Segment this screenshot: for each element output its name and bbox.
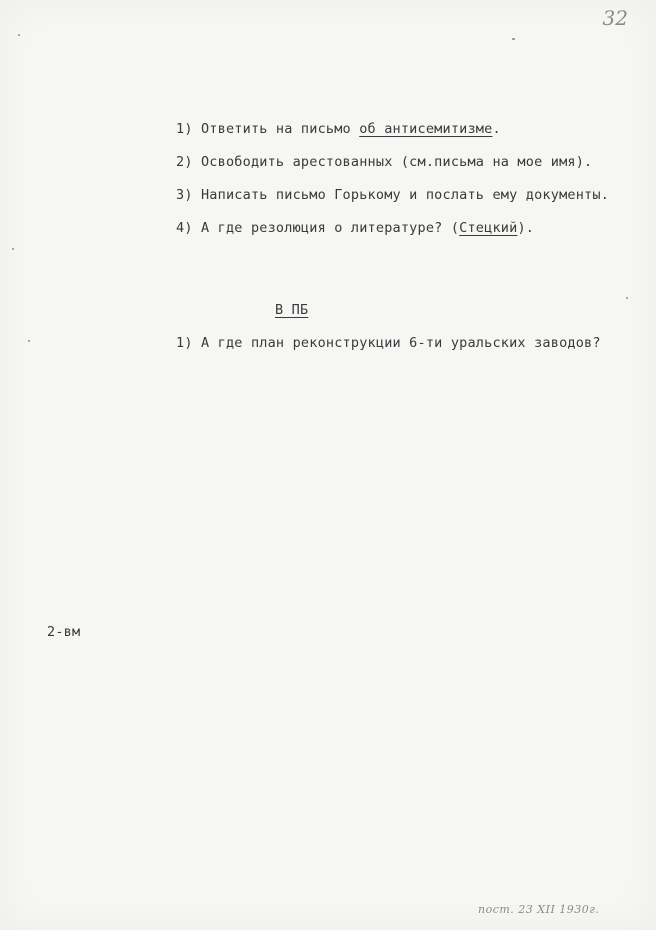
underlined-text: Стецкий [459, 220, 518, 236]
item-number: 4) [176, 220, 193, 236]
item-number: 1) [176, 121, 193, 137]
list-item-4 [176, 220, 534, 236]
receipt-note: пост. 23 XII 1930г. [478, 903, 600, 916]
item-tail: . [492, 121, 501, 137]
item-number: 2) [176, 154, 193, 170]
item-text: Ответить на письмо [200, 121, 360, 137]
item-text: Написать письмо Горькому и послать ему документы. [200, 187, 610, 203]
paper-speck [28, 340, 30, 342]
page-number: 32 [602, 6, 628, 30]
list-item-3 [176, 187, 609, 203]
paper-speck [512, 38, 515, 40]
item-number: 3) [176, 187, 193, 203]
paper-speck [626, 297, 628, 299]
paper-speck [18, 34, 20, 36]
section-list-item-1 [176, 335, 601, 351]
item-tail: ). [517, 220, 535, 236]
section-heading: В ПБ [275, 302, 309, 318]
document-marker: 2-вм [47, 624, 81, 640]
list-item-2 [176, 154, 592, 170]
item-number: 1) [176, 335, 193, 351]
paper-speck [12, 248, 14, 250]
list-item-1 [176, 121, 501, 137]
item-text: Освободить арестованных (см.письма на мое имя). [200, 154, 593, 170]
item-text: А где резолюция о литературе? ( [200, 220, 460, 236]
item-text: А где план реконструкции 6-ти уральских заводов? [200, 335, 601, 351]
underlined-text: об антисемитизме [359, 121, 493, 137]
